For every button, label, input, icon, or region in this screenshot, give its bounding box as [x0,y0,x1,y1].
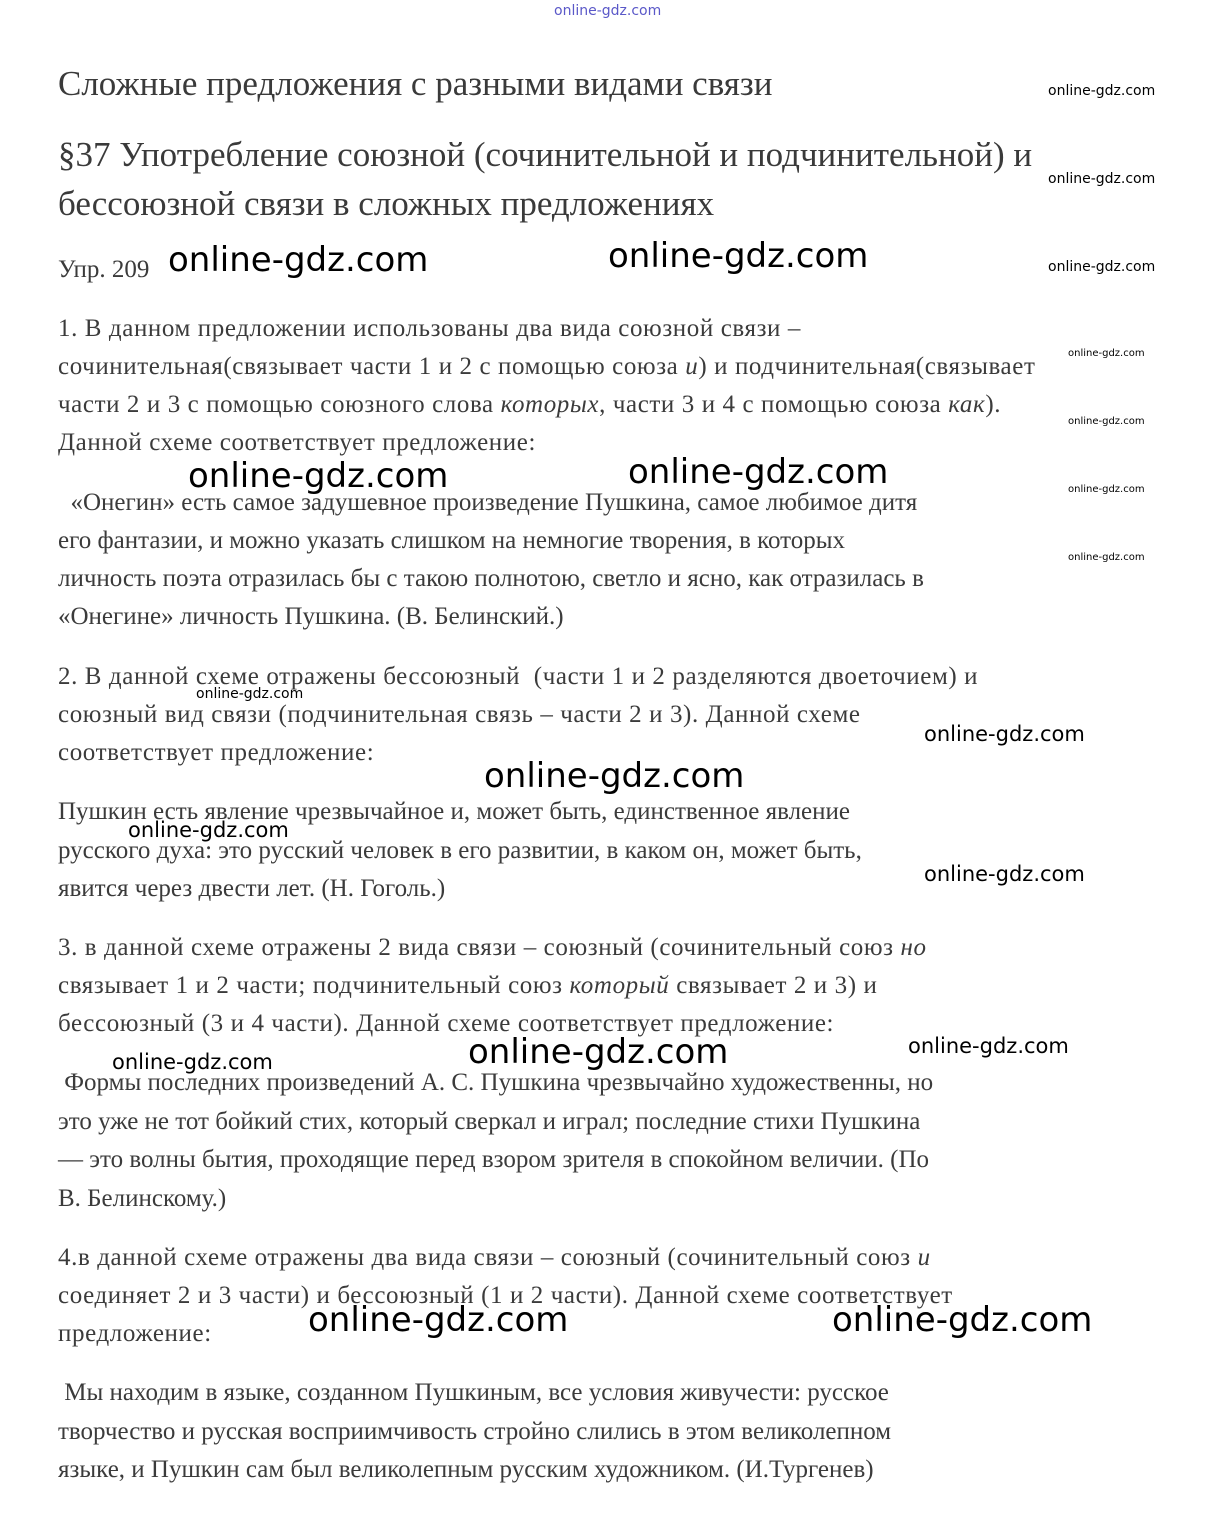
answer-2-line-2 [58,701,861,729]
chapter-title: Сложные предложения с разными видами связи [58,64,773,103]
header-watermark[interactable]: online-gdz.com [554,3,662,19]
quote-4-line-3: языке, и Пушкин сам был великолепным русским художником. (И.Тургенев) [58,1456,874,1483]
italic-conjunction: которых [500,391,600,418]
quote-3-line-1: Формы последних произведений А. С. Пушкина чрезвычайно художественны, но [58,1069,934,1096]
text-run: соединяет 2 и 3 части) и бессоюзный (1 и 2 части). Данной схеме соответствует [58,1282,953,1309]
watermark: online-gdz.com [924,862,1085,886]
answer-1-line-3 [58,391,1001,419]
italic-conjunction: и [917,1244,931,1271]
watermark: online-gdz.com [128,818,289,842]
answer-3-line-2 [58,972,877,1000]
quote-1-line-3: личность поэта отразилась бы с такою полнотою, светло и ясно, как отразилась в [58,565,924,592]
watermark: online-gdz.com [308,1300,569,1340]
answer-1-line-2 [58,353,1035,381]
answer-2-line-3 [58,739,374,767]
text-run: Данной схеме соответствует предложение: [58,429,536,456]
watermark: online-gdz.com [1048,171,1156,187]
quote-3-line-3: — это волны бытия, проходящие перед взором зрителя в спокойном величии. (По [58,1146,930,1173]
text-run: соответствует предложение: [58,739,375,766]
quote-3-line-2: это уже не тот бойкий стих, который сверкал и играл; последние стихи Пушкина [58,1108,921,1135]
text-run: части 2 и 3 с помощью союзного слова [58,391,501,418]
quote-1-line-2: его фантазии, и можно указать слишком на немногие творения, в которых [58,527,846,554]
text-run: сочинительная(связывает части 1 и 2 с помощью союза [58,353,686,380]
answer-4-line-1 [58,1244,931,1272]
quote-3-line-4: В. Белинскому.) [58,1185,227,1212]
italic-conjunction: но [900,934,927,961]
watermark: online-gdz.com [1068,484,1145,495]
quote-1-line-4: «Онегине» личность Пушкина. (В. Белинский.) [58,603,564,630]
text-run: союзный вид связи (подчинительная связь – части 2 и 3). Данной схеме [58,701,861,728]
answer-4-line-3 [58,1320,212,1348]
answer-1-line-1 [58,315,801,343]
answer-3-line-1 [58,934,927,962]
watermark: online-gdz.com [468,1032,729,1072]
quote-4-line-2: творчество и русская восприимчивость стройно слились в этом великолепном [58,1418,892,1445]
watermark: online-gdz.com [832,1300,1093,1340]
text-run: предложение: [58,1320,212,1347]
watermark: online-gdz.com [1048,259,1156,275]
quote-2-line-2: русского духа: это русский человек в его развитии, в каком он, может быть, [58,837,862,864]
text-run: 3. в данной схеме отражены 2 вида связи – союзный (сочинительный союз [58,934,901,961]
watermark: online-gdz.com [112,1050,273,1074]
text-run: ) и подчинительная(связывает [698,353,1036,380]
watermark: online-gdz.com [188,456,449,496]
watermark: online-gdz.com [1068,416,1145,427]
watermark: online-gdz.com [484,756,745,796]
italic-conjunction: который [569,972,670,999]
watermark: online-gdz.com [908,1034,1069,1058]
watermark: online-gdz.com [1068,552,1145,563]
watermark: online-gdz.com [924,722,1085,746]
italic-conjunction: как [948,391,986,418]
text-run: 4.в данной схеме отражены два вида связи – союзный (сочинительный союз [58,1244,918,1271]
watermark: online-gdz.com [1068,348,1145,359]
text-run: бессоюзный (3 и 4 части). Данной схеме соответствует предложение: [58,1010,835,1037]
quote-1-line-1: «Онегин» есть самое задушевное произведение Пушкина, самое любимое дитя [58,489,918,516]
section-title-line-1: §37 Употребление союзной (сочинительной и подчинительной) и [58,135,1033,174]
text-run: , части 3 и 4 с помощью союза [599,391,949,418]
exercise-label: Упр. 209 [58,256,150,283]
italic-conjunction: и [685,353,699,380]
watermark: online-gdz.com [196,686,304,702]
text-run: связывает 2 и 3) и [669,972,878,999]
watermark: online-gdz.com [1048,83,1156,99]
watermark: online-gdz.com [608,236,869,276]
section-title-line-2: бессоюзной связи в сложных предложениях [58,184,715,223]
watermark: online-gdz.com [628,452,889,492]
quote-2-line-3: явится через двести лет. (Н. Гоголь.) [58,875,446,902]
quote-4-line-1: Мы находим в языке, созданном Пушкиным, все условия живучести: русское [58,1379,889,1406]
answer-1-line-4 [58,429,536,457]
text-run: 2. В данной схеме отражены бессоюзный (части 1 и 2 разделяются двоеточием) и [58,663,979,690]
text-run: связывает 1 и 2 части; подчинительный союз [58,972,570,999]
watermark: online-gdz.com [168,240,429,280]
text-run: 1. В данном предложении использованы два вида союзной связи – [58,315,801,342]
text-run: ). [985,391,1002,418]
quote-2-line-1: Пушкин есть явление чрезвычайное и, может быть, единственное явление [58,798,850,825]
